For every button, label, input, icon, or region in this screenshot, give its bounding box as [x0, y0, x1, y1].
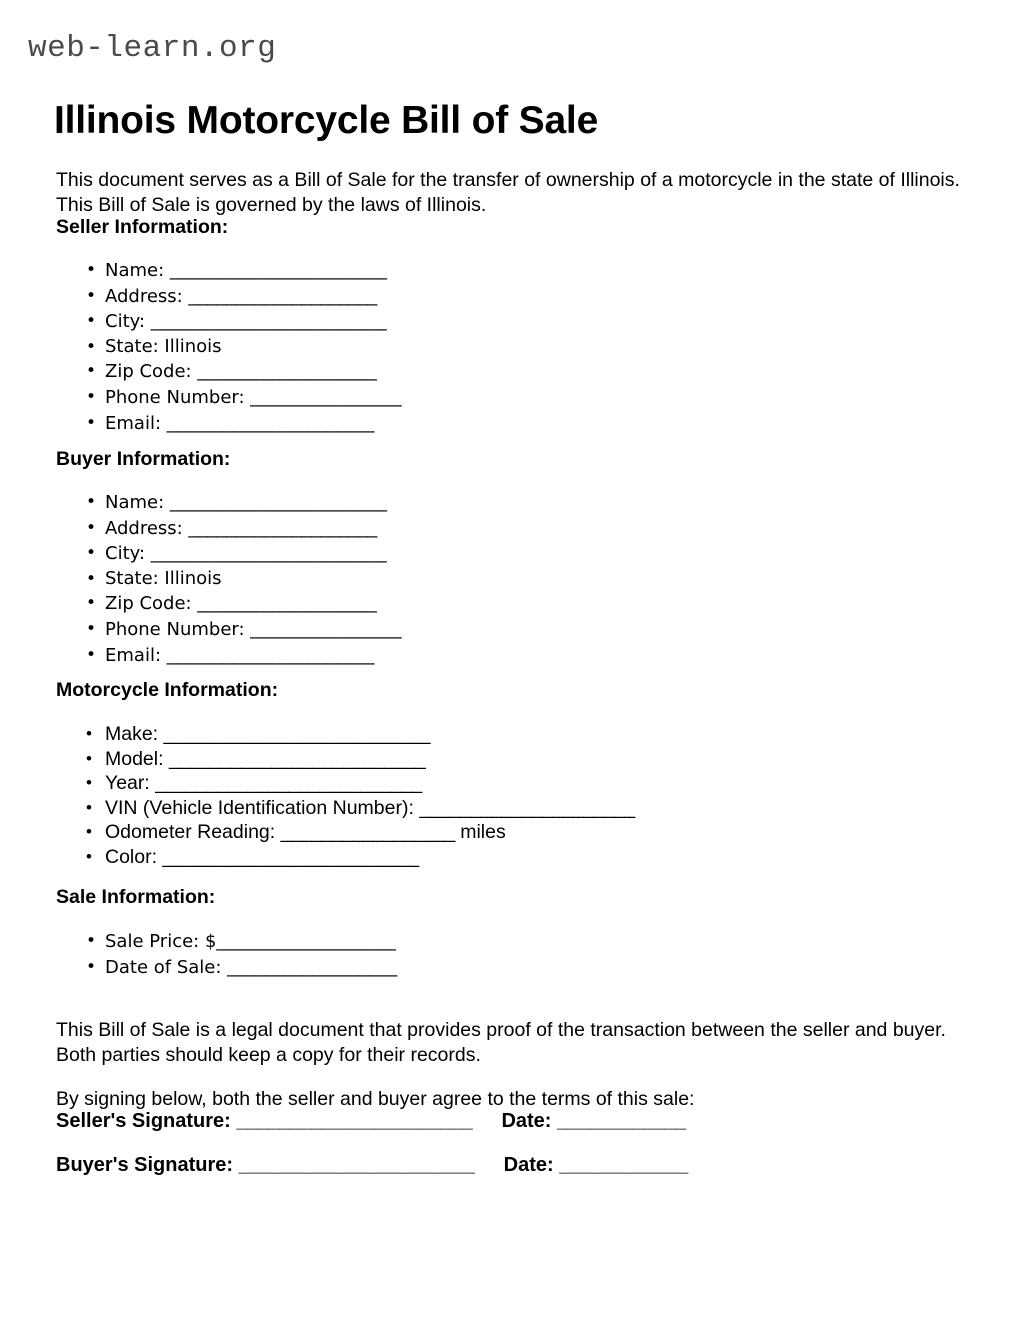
fill-line: _________________________ [168, 747, 426, 770]
fill-line: _____________________ [419, 796, 635, 819]
fill-line: _______________________ [169, 492, 387, 512]
buyer-information-list [86, 490, 401, 668]
fill-line: ______________________ [166, 644, 374, 665]
fill-line: _________________ [280, 821, 455, 844]
list-item [86, 796, 634, 821]
seller-signature-label: Seller's Signature: [56, 1110, 231, 1132]
seller-date-line[interactable]: ____________ [557, 1110, 686, 1132]
seller-signature-line[interactable]: ______________________ [236, 1110, 473, 1132]
list-item [86, 955, 397, 981]
fill-line: ___________________ [197, 361, 377, 382]
list-item [86, 258, 401, 284]
field-label: Phone Number: [105, 618, 245, 640]
motorcycle-information-list [86, 722, 634, 870]
fill-line: _________________________ [150, 311, 387, 332]
fill-line: __________________ [227, 956, 397, 977]
field-label: Color: [105, 845, 158, 868]
fill-line: __________________________ [155, 772, 422, 795]
field-label: Date of Sale: [105, 956, 222, 978]
field-label: Name: [105, 260, 165, 281]
list-item [86, 541, 401, 567]
fill-line: ___________________ [197, 593, 377, 614]
list-item [86, 516, 401, 542]
list-item [86, 359, 401, 385]
list-item [86, 722, 634, 747]
field-label: Model: [105, 747, 164, 770]
field-label: Email: [105, 412, 162, 434]
buyer-signature-row [56, 1154, 688, 1177]
fill-line: ____________________ [188, 517, 377, 538]
list-item [86, 820, 634, 845]
list-item [86, 845, 634, 870]
list-item [86, 411, 401, 437]
list-item [86, 490, 401, 516]
fill-line: __________________________ [163, 723, 430, 745]
fill-line: _________________________ [162, 845, 419, 868]
field-label: VIN (Vehicle Identification Number): [105, 796, 414, 819]
list-item [86, 771, 634, 796]
list-item [86, 591, 401, 617]
sale-information-list [86, 929, 397, 980]
field-label: City: [105, 311, 146, 333]
fill-line: ______________________ [166, 412, 374, 433]
site-watermark: web-learn.org [28, 31, 277, 66]
field-label: Address: [105, 285, 183, 307]
field-suffix: miles [460, 821, 506, 844]
buyer-date-line[interactable]: ____________ [559, 1154, 688, 1176]
buyer-signature-label: Buyer's Signature: [56, 1154, 234, 1176]
field-label: State: Illinois [105, 335, 222, 357]
page-title: Illinois Motorcycle Bill of Sale [54, 99, 599, 143]
field-label: Make: [105, 723, 159, 745]
buyer-signature-line[interactable]: ______________________ [238, 1154, 475, 1176]
section-heading-seller: Seller Information: [56, 216, 229, 238]
list-item [86, 335, 401, 360]
field-label: Year: [105, 772, 150, 795]
list-item [86, 643, 401, 669]
list-item [86, 309, 401, 335]
section-heading-buyer: Buyer Information: [56, 448, 231, 470]
list-item [86, 617, 401, 643]
signing-instruction-paragraph: By signing below, both the seller and buyer agree to the terms of this sale: [56, 1087, 695, 1110]
list-item [86, 567, 401, 592]
field-label: State: Illinois [105, 567, 222, 589]
field-label: Name: [105, 492, 165, 513]
section-heading-motorcycle: Motorcycle Information: [56, 679, 279, 701]
fill-line: _______________________ [169, 260, 387, 280]
buyer-date-label: Date: [503, 1154, 554, 1176]
seller-signature-row [56, 1110, 686, 1133]
seller-date-label: Date: [501, 1110, 552, 1132]
field-label: Email: [105, 644, 162, 666]
field-label: Zip Code: [105, 361, 192, 383]
fill-line: ________________ [250, 618, 401, 639]
field-label: Zip Code: [105, 593, 192, 615]
list-item [86, 747, 634, 772]
seller-information-list [86, 258, 401, 436]
field-label: Phone Number: [105, 386, 245, 408]
fill-line: ________________ [250, 386, 401, 407]
list-item [86, 929, 397, 955]
fill-line: _________________________ [150, 543, 387, 564]
section-heading-sale: Sale Information: [56, 886, 216, 908]
closing-paragraph: This Bill of Sale is a legal document that provides proof of the transaction between the seller and buyer. Both parties should keep a copy for their records. [56, 1018, 946, 1066]
intro-paragraph: This document serves as a Bill of Sale for the transfer of ownership of a motorcycle in the state of Illinois. This Bill of Sale is governed by the laws of Illinois. [56, 168, 960, 216]
list-item [86, 284, 401, 310]
field-label: Sale Price: $ [105, 931, 217, 952]
field-label: City: [105, 543, 146, 565]
list-item [86, 385, 401, 411]
field-label: Address: [105, 517, 183, 539]
field-label: Odometer Reading: [105, 821, 276, 844]
fill-line: ____________________ [188, 285, 377, 306]
fill-line: ___________________ [216, 931, 396, 951]
